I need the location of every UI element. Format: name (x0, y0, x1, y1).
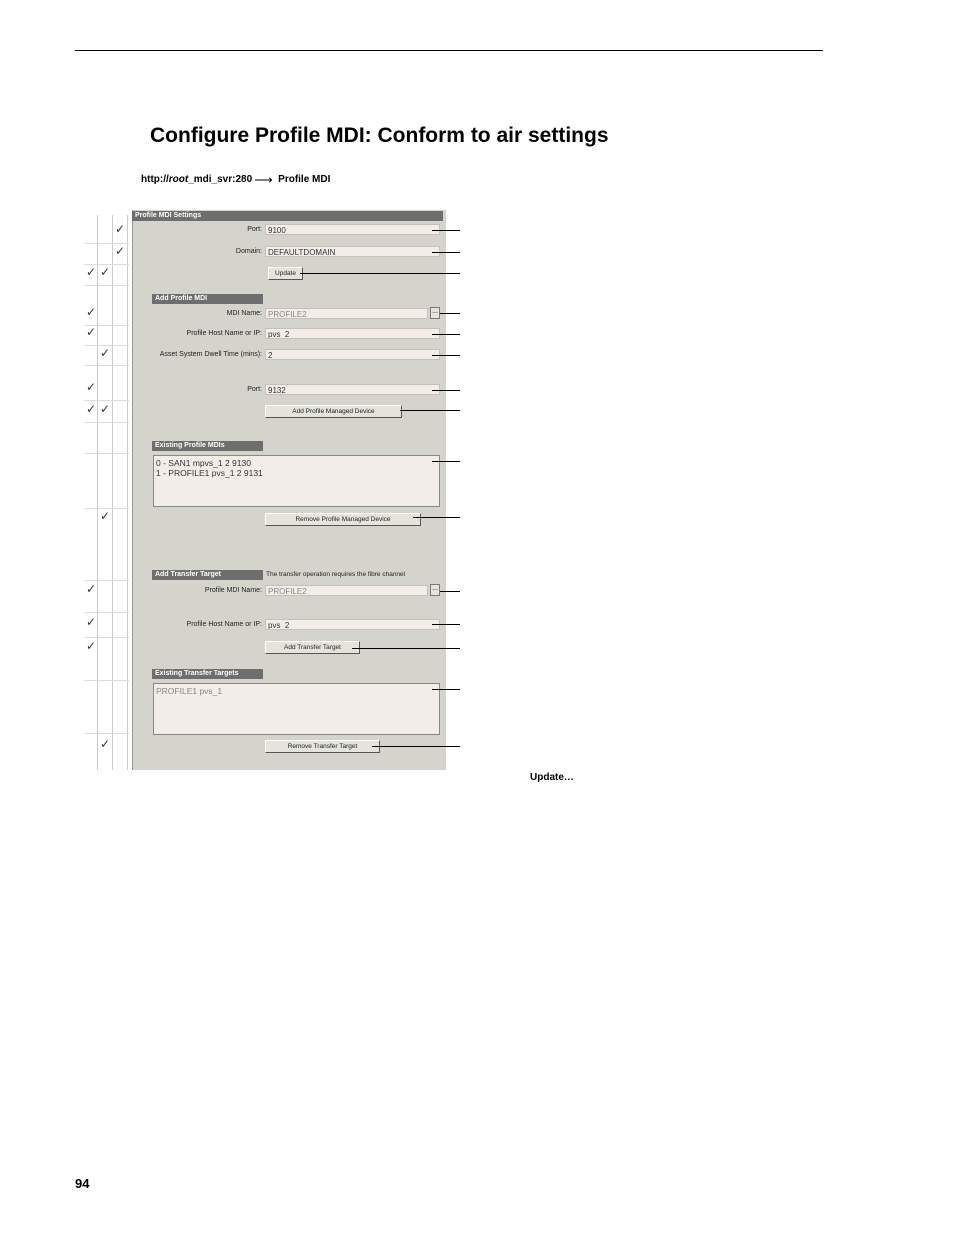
existing-profile-mdis-list[interactable] (153, 455, 440, 507)
add-profile-mdi-header: Add Profile MDI (152, 294, 263, 304)
page-title: Configure Profile MDI: Conform to air settings (150, 124, 609, 147)
domain-input[interactable]: DEFAULTDOMAIN (265, 246, 440, 257)
check-column-divider (127, 215, 128, 770)
remove-profile-managed-device-button[interactable]: Remove Profile Managed Device (265, 513, 421, 526)
callout-line (432, 334, 460, 335)
dwell-time-label: Asset System Dwell Time (mins): (159, 351, 262, 358)
checkmark-icon: ✓ (100, 509, 111, 523)
check-row-divider (84, 453, 129, 454)
checkmark-icon: ✓ (86, 325, 97, 339)
check-row-divider (84, 612, 129, 613)
add-transfer-target-button[interactable]: Add Transfer Target (265, 641, 360, 654)
existing-transfer-targets-list[interactable] (153, 683, 440, 735)
target-host-label: Profile Host Name or IP: (186, 621, 262, 628)
checkmark-icon: ✓ (100, 402, 111, 416)
nav-url-italic: root (168, 174, 189, 185)
header-rule (75, 50, 823, 51)
mdi-name-label: MDI Name: (226, 310, 262, 317)
checkmark-icon: ✓ (115, 222, 126, 236)
list-item[interactable]: 1 - PROFILE1 pvs_1 2 9131 (156, 468, 263, 478)
checkmark-icon: ✓ (86, 582, 97, 596)
check-row-divider (84, 285, 129, 286)
host-input[interactable]: pvs_2 (265, 328, 440, 339)
target-host-input[interactable]: pvs_2 (265, 619, 440, 630)
checkmark-icon: ✓ (86, 265, 97, 279)
callout-line (432, 230, 460, 231)
callout-line (432, 689, 460, 690)
check-column-divider (97, 215, 98, 770)
add-profile-managed-device-button[interactable]: Add Profile Managed Device (265, 405, 402, 418)
nav-url-prefix: http:// (141, 174, 169, 185)
arrow-right-icon: ⟶ (254, 171, 273, 187)
callout-line (300, 273, 460, 274)
callout-line (440, 591, 460, 592)
callout-line (432, 355, 460, 356)
nav-target: Profile MDI (278, 174, 331, 185)
checkmark-icon: ✓ (86, 305, 97, 319)
checkmark-icon: ✓ (115, 244, 126, 258)
check-row-divider (84, 637, 129, 638)
fibre-channel-note: The transfer operation requires the fibre channel (266, 571, 406, 578)
callout-line (440, 313, 460, 314)
callout-line (413, 517, 460, 518)
port-label: Port: (247, 226, 262, 233)
target-mdi-browse-button[interactable]: ... (430, 584, 440, 596)
checkmark-icon: ✓ (100, 265, 111, 279)
callout-line (432, 461, 460, 462)
domain-label: Domain: (235, 248, 262, 255)
checkmark-icon: ✓ (86, 639, 97, 653)
existing-transfer-targets-header: Existing Transfer Targets (152, 669, 263, 679)
dwell-time-input[interactable]: 2 (265, 349, 440, 360)
checkmark-icon: ✓ (86, 402, 97, 416)
callout-line (400, 410, 460, 411)
settings-header: Profile MDI Settings (132, 211, 443, 221)
check-row-divider (84, 580, 129, 581)
check-row-divider (84, 400, 129, 401)
existing-profile-mdis-header: Existing Profile MDIs (152, 441, 263, 451)
add-transfer-target-header: Add Transfer Target (152, 570, 263, 580)
page-number: 94 (75, 1176, 90, 1191)
target-mdi-name-label: Profile MDI Name: (204, 587, 262, 594)
checkmark-icon: ✓ (86, 615, 97, 629)
check-row-divider (84, 733, 129, 734)
mdi-name-input[interactable]: PROFILE2 (265, 308, 428, 319)
nav-url-suffix: _mdi_svr:280 (188, 174, 253, 185)
device-port-input[interactable]: 9132 (265, 384, 440, 395)
check-column-divider (112, 215, 113, 770)
list-item[interactable]: PROFILE1 pvs_1 (156, 686, 223, 696)
remove-transfer-target-button[interactable]: Remove Transfer Target (265, 740, 380, 753)
checkmark-icon: ✓ (100, 737, 111, 751)
navigation-path (141, 171, 331, 187)
check-row-divider (84, 365, 129, 366)
check-row-divider (84, 680, 129, 681)
check-row-divider (84, 422, 129, 423)
port-input[interactable]: 9100 (265, 224, 440, 235)
callout-line (352, 648, 460, 649)
device-port-label: Port: (247, 386, 262, 393)
checkmark-icon: ✓ (100, 346, 111, 360)
caption-update: Update… (530, 772, 574, 783)
mdi-name-browse-button[interactable]: ... (430, 307, 440, 319)
list-item[interactable]: 0 - SAN1 mpvs_1 2 9130 (156, 458, 251, 468)
callout-line (432, 624, 460, 625)
callout-line (372, 746, 460, 747)
checkmark-icon: ✓ (86, 380, 97, 394)
callout-line (432, 252, 460, 253)
host-label: Profile Host Name or IP: (186, 330, 262, 337)
callout-line (432, 390, 460, 391)
update-button[interactable]: Update (268, 267, 303, 280)
target-mdi-name-input[interactable]: PROFILE2 (265, 585, 428, 596)
